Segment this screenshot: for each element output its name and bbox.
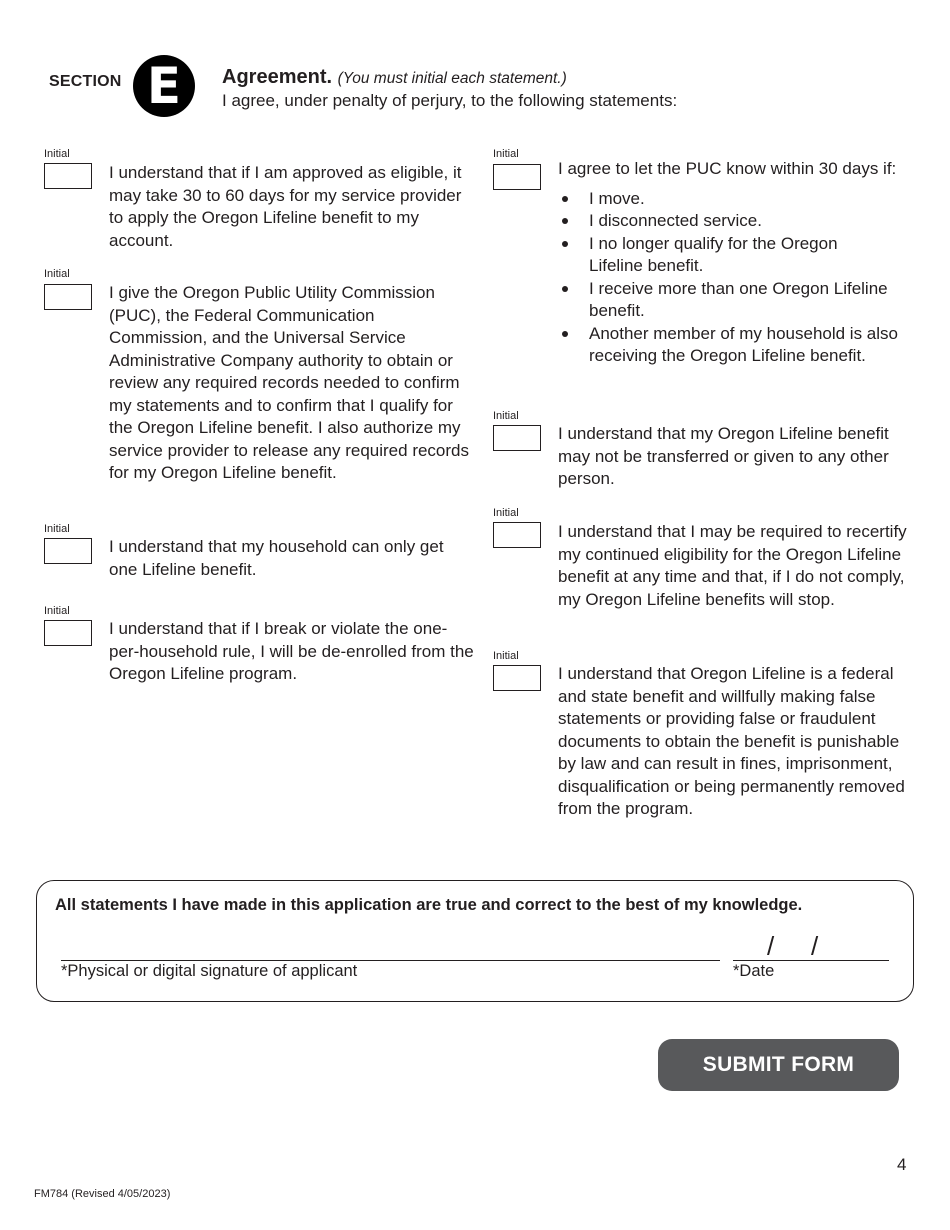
initial-label: Initial [44,148,70,160]
signature-label: *Physical or digital signature of applicant [61,962,358,980]
initial-label: Initial [44,523,70,535]
statement-left-4: I understand that if I break or violate the one-per-household rule, I will be de-enrolled from the Oregon Lifeline program. [109,619,474,683]
section-letter-badge: E [133,55,195,117]
initial-input-left-1[interactable] [44,163,92,189]
notify-conditions-list [558,188,928,368]
date-separator: / [767,931,775,961]
initial-input-right-1[interactable] [493,164,541,190]
form-id: FM784 (Revised 4/05/2023) [34,1188,171,1200]
statement-right-1-text: I agree to let the PUC know within 30 days if: [558,159,897,178]
agreement-note: (You must initial each statement.) [337,70,567,87]
agreement-title-text: Agreement. [222,66,333,88]
initial-input-left-3[interactable] [44,538,92,564]
list-item: I receive more than one Oregon Lifeline benefit. [558,278,889,323]
initial-label: Initial [44,605,70,617]
list-item: I move. [558,188,928,211]
agreement-title [222,66,567,89]
agreement-subtitle: I agree, under penalty of perjury, to the following statements: [222,91,678,110]
signature-field[interactable] [61,960,720,961]
initial-input-right-2[interactable] [493,425,541,451]
statement-right-3: I understand that I may be required to recertify my continued eligibility for the Oregon Lifeline benefit at any time and that, if I do not comply, my Oregon Lifeline benefits will stop. [558,522,907,609]
initial-label: Initial [493,507,519,519]
statement-right-4: I understand that Oregon Lifeline is a federal and state benefit and willfully making false statements or providing false or fraudulent documents to obtain the benefit is punishable by law and can result in fines, imprisonment, disqualification or being permanently removed from the program. [558,664,905,818]
date-label: *Date [733,962,775,980]
initial-label: Initial [44,268,70,280]
initial-input-left-2[interactable] [44,284,92,310]
list-item: I disconnected service. [558,210,928,233]
list-item: I no longer qualify for the Oregon Lifeline benefit. [558,233,889,278]
statement-left-3: I understand that my household can only get one Lifeline benefit. [109,537,444,579]
date-separator: / [811,931,819,961]
statement-right-1 [558,158,928,368]
initial-label: Initial [493,148,519,160]
page-number: 4 [897,1155,907,1174]
statement-left-1: I understand that if I am approved as eligible, it may take 30 to 60 days for my service provider to apply the Oregon Lifeline benefit to my account. [109,163,462,250]
initial-input-right-4[interactable] [493,665,541,691]
initial-label: Initial [493,650,519,662]
statement-right-2: I understand that my Oregon Lifeline benefit may not be transferred or given to any other person. [558,424,889,488]
initial-input-left-4[interactable] [44,620,92,646]
statement-left-2: I give the Oregon Public Utility Commission (PUC), the Federal Communication Commission, and the Universal Service Administrative Company authority to obtain or review any required records needed to confirm my statements and to confirm that I qualify for the Oregon Lifeline benefit. I also authorize my service provider to release any required records for my Oregon Lifeline benefit. [109,283,470,482]
submit-form-button[interactable]: SUBMIT FORM [658,1039,899,1091]
initial-label: Initial [493,410,519,422]
section-label: SECTION [49,73,122,90]
signature-heading: All statements I have made in this application are true and correct to the best of my knowledge. [55,896,803,914]
initial-input-right-3[interactable] [493,522,541,548]
list-item: Another member of my household is also receiving the Oregon Lifeline benefit. [558,323,899,368]
